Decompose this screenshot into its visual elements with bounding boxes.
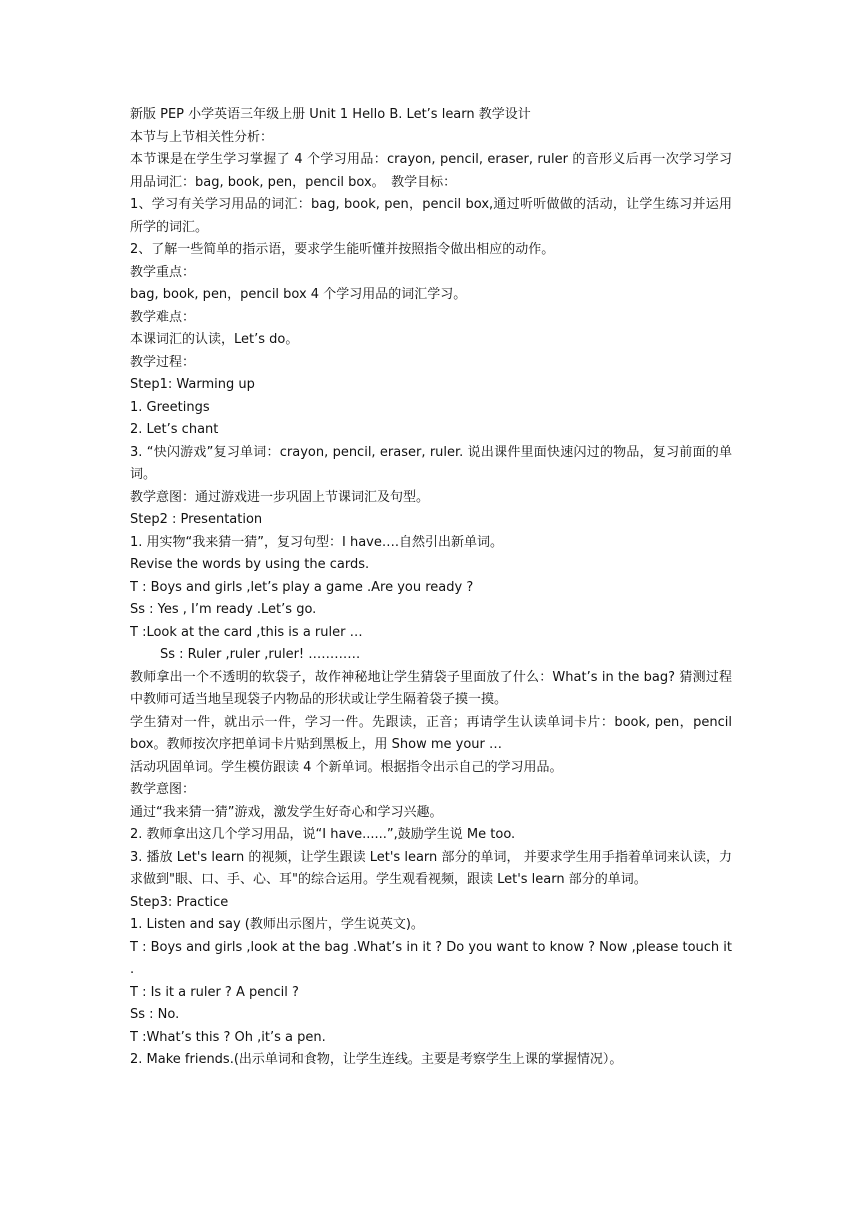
paragraph-relevance: 本节课是在学生学习掌握了 4 个学习用品：crayon, pencil, eraser, ruler 的音形义后再一次学习学习用品词汇：bag, book, pen，pencil box。 教学目标：	[130, 152, 732, 190]
step2-revise-line: Revise the words by using the cards.	[130, 557, 370, 572]
paragraph-bag-game: 教师拿出一个不透明的软袋子，故作神秘地让学生猜袋子里面放了什么：What’s in the bag? 猜测过程中教师可适当地呈现袋子内物品的形状或让学生隔着袋子摸一摸。	[130, 669, 732, 707]
step1-item-3: 3. “快闪游戏”复习单词：crayon, pencil, eraser, ruler. 说出课件里面快速闪过的物品，复习前面的单词。	[130, 444, 732, 482]
step2-intent-text: 通过“我来猜一猜”游戏，激发学生好奇心和学习兴趣。	[130, 804, 443, 820]
document-title: 新版 PEP 小学英语三年级上册 Unit 1 Hello B. Let’s learn 教学设计	[130, 107, 531, 122]
paragraph-word-cards: 学生猜对一件，就出示一件，学习一件。先跟读，正音；再请学生认读单词卡片：book, pen，pencil box。教师按次序把单词卡片贴到黑板上，用 Show me your …	[130, 714, 732, 752]
dialogue-line: T :Look at the card ,this is a ruler …	[130, 624, 363, 640]
step1-item-2: 2. Let’s chant	[130, 422, 219, 437]
key-points-text: bag, book, pen，pencil box 4 个学习用品的词汇学习。	[130, 287, 467, 302]
objective-2: 2、了解一些简单的指示语，要求学生能听懂并按照指令做出相应的动作。	[130, 242, 555, 257]
step1-item-1: 1. Greetings	[130, 399, 210, 415]
step2-item-1: 1. 用实物“我来猜一猜”，复习句型：I have….自然引出新单词。	[130, 534, 504, 550]
document-page	[130, 104, 732, 1072]
step1-intent: 教学意图：通过游戏进一步巩固上节课词汇及句型。	[130, 489, 430, 505]
step2-item-3: 3. 播放 Let's learn 的视频，让学生跟读 Let's learn 部分的单词， 并要求学生用手指着单词来认读，力求做到"眼、口、手、心、耳"的综合运用。学生观看视频，跟读 Let's learn 部分的单词。	[130, 849, 732, 887]
difficulties-text: 本课词汇的认读，Let’s do。	[130, 332, 299, 347]
dialogue-line: T :What’s this ? Oh ,it’s a pen.	[130, 1029, 326, 1045]
step2-heading: Step2 : Presentation	[130, 512, 263, 527]
dialogue-line: T : Boys and girls ,look at the bag .What’s in it ? Do you want to know ? Now ,please touch it .	[130, 939, 732, 977]
step2-intent-heading: 教学意图：	[130, 782, 196, 797]
step2-item-2: 2. 教师拿出这几个学习用品，说“I have......”,鼓励学生说 Me too.	[130, 827, 516, 842]
step3-item-1: 1. Listen and say (教师出示图片，学生说英文)。	[130, 917, 424, 932]
step1-heading: Step1: Warming up	[130, 377, 255, 392]
step3-item-2: 2. Make friends.(出示单词和食物，让学生连线。主要是考察学生上课的掌握情况）。	[130, 1052, 623, 1067]
step3-heading: Step3: Practice	[130, 894, 229, 910]
dialogue-line: Ss : No.	[130, 1007, 180, 1022]
dialogue-line: T : Is it a ruler ? A pencil ?	[130, 984, 299, 1000]
section-heading-process: 教学过程：	[130, 354, 196, 370]
dialogue-line: T : Boys and girls ,let’s play a game .Are you ready ?	[130, 579, 474, 595]
objective-1: 1、学习有关学习用品的词汇：bag, book, pen，pencil box,通过听听做做的活动，让学生练习并运用所学的词汇。	[130, 197, 732, 235]
section-heading-difficulties: 教学难点：	[130, 309, 196, 325]
section-heading-relevance: 本节与上节相关性分析：	[130, 129, 274, 145]
paragraph-consolidate: 活动巩固单词。学生模仿跟读 4 个新单词。根据指令出示自己的学习用品。	[130, 759, 563, 775]
section-heading-key-points: 教学重点：	[130, 264, 196, 280]
dialogue-line: Ss : Ruler ,ruler ,ruler! …………	[160, 647, 361, 662]
dialogue-line: Ss : Yes , I’m ready .Let’s go.	[130, 602, 317, 617]
